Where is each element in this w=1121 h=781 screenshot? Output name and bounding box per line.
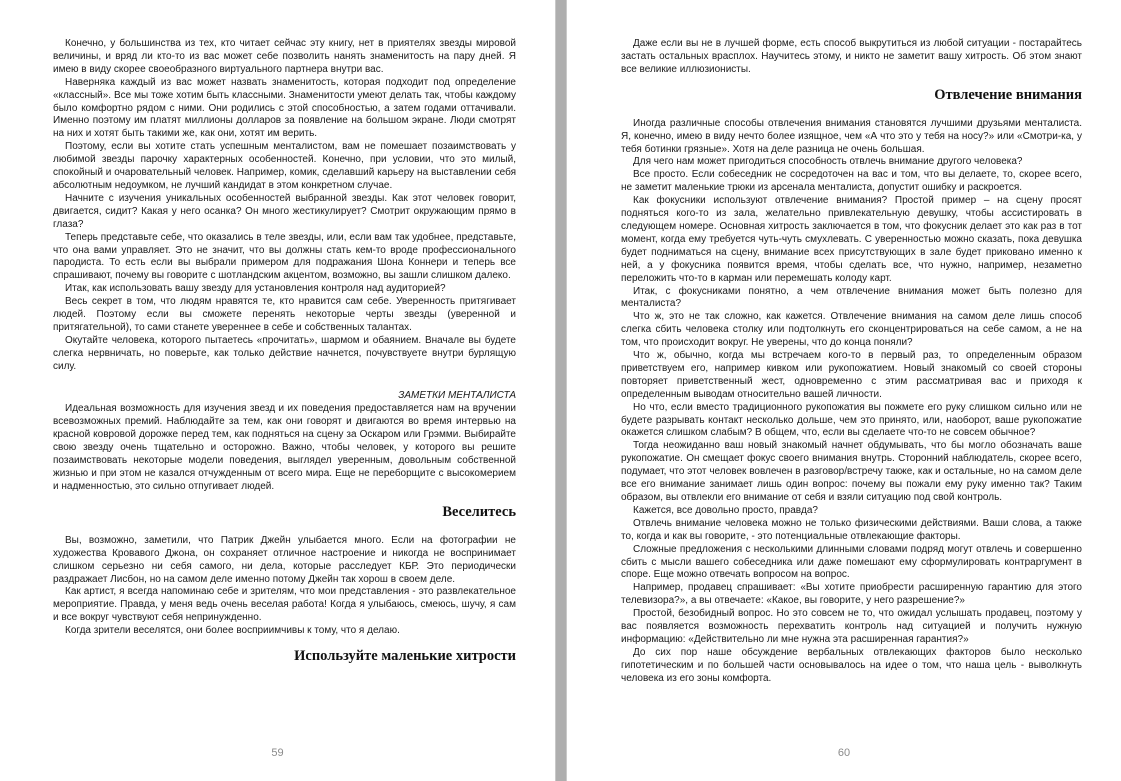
paragraph: Для чего нам может пригодиться способность отвлечь внимание другого человека?: [633, 156, 1023, 168]
paragraph: Поэтому, если вы хотите стать успешным менталистом, вам не помешает позаимствовать у любимой звезды парочку характерных особенностей. Конечно, при условии, что это милый, спокойный и очаровательный человек. Например, комик, сделавший карьеру на выставлении себя абсолютным недоумком, не лучший кандидат в этом конкретном случае.: [53, 141, 516, 191]
notes-heading: ЗАМЕТКИ МЕНТАЛИСТА: [398, 389, 516, 401]
paragraph: Наверняка каждый из вас может назвать знаменитость, которая подходит под определение «классный». Все мы тоже хотим быть классными. Знаменитости умеют делать так, чтобы каждому было комфортно рядом с ними. Они родились с этой способностью, а затем годами оттачивали. Именно поэтому им платят миллионы долларов за появление на большом экране. Люди смотрят на них и хотят быть такими же, как они, хотят им верить.: [53, 76, 516, 140]
paragraph: Кажется, все довольно просто, правда?: [633, 504, 818, 516]
paragraph: Тогда неожиданно ваш новый знакомый начнет обдумывать, что бы могло обозначать ваше рукопожатие. Он смещает фокус своего внимания внутрь. Сторонний наблюдатель, скорее всего, подумает, что этот человек вовлечен в разговор/встречу также, как и остальные, но на самом деле все его внимание занимает лишь один вопрос: почему вы пожали ему руку именно так? Таким образом, вы отвлекли его внимание от себя и взяли ситуацию под свой контроль.: [621, 440, 1082, 503]
section-heading-tricks: Используйте маленькие хитрости: [294, 648, 516, 665]
paragraph: Весь секрет в том, что людям нравятся те, кто нравится сам себе. Уверенность притягивает людей. Поэтому если вы сможете перенять некоторые черты звезды (уверенной и притягательной), то сами станете увереннее в себе и собственных талантах.: [53, 296, 516, 333]
page-number: 60: [837, 747, 851, 759]
paragraph: Даже если вы не в лучшей форме, есть способ выкрутиться из любой ситуации - постарайтесь застать остальных врасплох. Научитесь этому, и никто не заметит вашу хитрость. Об этом знают все великие иллюзионисты.: [621, 38, 1082, 75]
paragraph: Теперь представьте себе, что оказались в теле звезды, или, если вам так удобнее, представьте, что она вами управляет. Это не значит, что вы должны стать кем-то вроде профессионального пародиста. То есть если вы выбрали примером для подражания Шона Коннери и теперь все спрашивают, почему вы говорите с шотландским акцентом, возможно, вы зашли слишком далеко.: [53, 231, 516, 282]
paragraph: До сих пор наше обсуждение вербальных отвлекающих факторов было несколько гипотетическим и по большей части основывалось на идее о том, что наша цель - выволкнуть человека из его зоны комфорта.: [621, 646, 1082, 684]
paragraph: Как артист, я всегда напоминаю себе и зрителям, что мои представления - это развлекательное мероприятие. Правда, у меня ведь очень веселая работа! Когда я улыбаюсь, смеюсь, шучу, я сам и все вокруг чувствуют себя непринужденно.: [53, 586, 516, 624]
paragraph: Начните с изучения уникальных особенностей выбранной звезды. Как этот человек говорит, двигается, сидит? Какая у него осанка? Он много жестикулирует? Смотрит окружающим прямо в глаза?: [53, 192, 516, 230]
page-gutter: [556, 0, 566, 781]
paragraph: Итак, как использовать вашу звезду для установления контроля над аудиторией?: [65, 283, 446, 295]
paragraph: Но что, если вместо традиционного рукопожатия вы пожмете его руку слишком сильно или не будете разрывать контакт несколько дольше, чем это принято, или, наоборот, ваше рукопожатие окажется слишком слабым? В общем, что, если вы сделаете что-то не совсем обычное?: [621, 401, 1082, 439]
section-heading-distraction: Отвлечение внимания: [934, 86, 1082, 103]
paragraph: Окутайте человека, которого пытаетесь «прочитать», шармом и обаянием. Вначале вы будете слегка нервничать, но поверьте, как только действие начнется, почувствуете внутри бурлящую силу.: [53, 334, 516, 372]
paragraph: Когда зрители веселятся, они более восприимчивы к тому, что я делаю.: [65, 625, 400, 637]
left-page: [0, 0, 556, 781]
paragraph: Иногда различные способы отвлечения внимания становятся лучшими друзьями менталиста. Я, конечно, имею в виду нечто более изящное, чем «А что это у тебя на носу?» или «Смотри-ка, у тебя ботинки грязные». Хотя на деле разница не очень большая.: [621, 117, 1082, 155]
paragraph: Вы, возможно, заметили, что Патрик Джейн улыбается много. Если на фотографии не художества Кровавого Джона, он сохраняет отличное настроение и никогда не воспринимает слишком серьезно ни себя самого, ни дела, которые расследует КБР. Это периодически раздражает Лисбон, но на самом деле именно потому Джейн так хорош в своем деле.: [53, 534, 516, 585]
paragraph: Все просто. Если собеседник не сосредоточен на вас и том, что вы делаете, то, скорее всего, не заметит маленькие трюки из арсенала менталиста, допустит ошибку и раскроется.: [621, 169, 1082, 194]
right-page: [566, 0, 1121, 781]
paragraph: Что ж, это не так сложно, как кажется. Отвлечение внимания на самом деле лишь способ слегка сбить человека столку или подтолкнуть его сконцентрироваться на себе самом, а не на том, что происходит вокруг. Не уверены, что до конца поняли?: [621, 311, 1082, 349]
section-heading-have-fun: Веселитесь: [442, 503, 516, 520]
paragraph: Конечно, у большинства из тех, кто читает сейчас эту книгу, нет в приятелях звезды мировой величины, и вряд ли кто-то из вас может себе позволить нанять знаменитость на пару дней. Я имею в виду скорее своеобразного виртуального партнера внутри вас.: [53, 38, 516, 75]
paragraph: Идеальная возможность для изучения звезд и их поведения предоставляется нам на вручении всевозможных премий. Наблюдайте за тем, как они говорят и двигаются во время интервью на красной ковровой дорожке перед тем, как подняться на сцену за Оскаром или Грэмми. Выбирайте свою звезду очень тщательно и осторожно. Важно, чтобы человек, у которого вы решите позаимствовать некоторые модели поведения, выглядел уверенным, довольным собственной жизнью и при этом не казался отчужденным от всего мира. Еще не переборщите с высокомерием и надменностью, это сильно отпугивает людей.: [53, 403, 516, 492]
paragraph: Итак, с фокусниками понятно, а чем отвлечение внимания может быть полезно для менталиста?: [621, 285, 1082, 310]
page-number: 59: [271, 747, 284, 759]
right-page-content: [621, 38, 1082, 686]
paragraph: Как фокусники используют отвлечение внимания? Простой пример – на сцену просят подняться кого-то из зала, желательно привлекательную девушку, чтобы ассистировать в следующем номере. Основная хитрость заключается в том, что фокусник делает это как раз в тот момент, когда ему требуется чуть-чуть смухлевать. С уверенностью можно сказать, пока девушка будет подниматься на сцену, внимание всех присутствующих в зале будет приковано именно к ней, а у фокусника появится время, чтобы сделать все, что нужно, например, незаметно переложить что-то в карман или перемешать колоду карт.: [621, 195, 1082, 284]
left-page-content: [53, 38, 516, 665]
paragraph: Отвлечь внимание человека можно не только физическими действиями. Ваши слова, а также то, когда и как вы говорите, - это потенциальные отвлекающие факторы.: [621, 517, 1082, 542]
paragraph: Сложные предложения с несколькими длинными словами подряд могут отвлечь и совершенно сбить с мысли вашего собеседника или даже помешают ему сформулировать контраргумент в споре. Еще можно отвечать вопросом на вопрос.: [621, 543, 1082, 581]
paragraph: Что ж, обычно, когда мы встречаем кого-то в первый раз, то определенным образом приветствуем его, например кивком или рукопожатием. Новый знакомый со своей стороны повторяет приветственный жест, одновременно с этим рассматривая вас и приходя к определенным выводам относительно вашей личности.: [621, 350, 1082, 400]
paragraph: Простой, безобидный вопрос. Но это совсем не то, что ожидал услышать продавец, поэтому у вас появляется возможность перехватить контроль над ситуацией и получить нужную информацию: «Действительно ли мне нужна эта расширенная гарантия?»: [621, 608, 1082, 645]
paragraph: Например, продавец спрашивает: «Вы хотите приобрести расширенную гарантию для этого телевизора?», а вы отвечаете: «Какое, вы говорите, у него разрешение?»: [621, 582, 1082, 607]
